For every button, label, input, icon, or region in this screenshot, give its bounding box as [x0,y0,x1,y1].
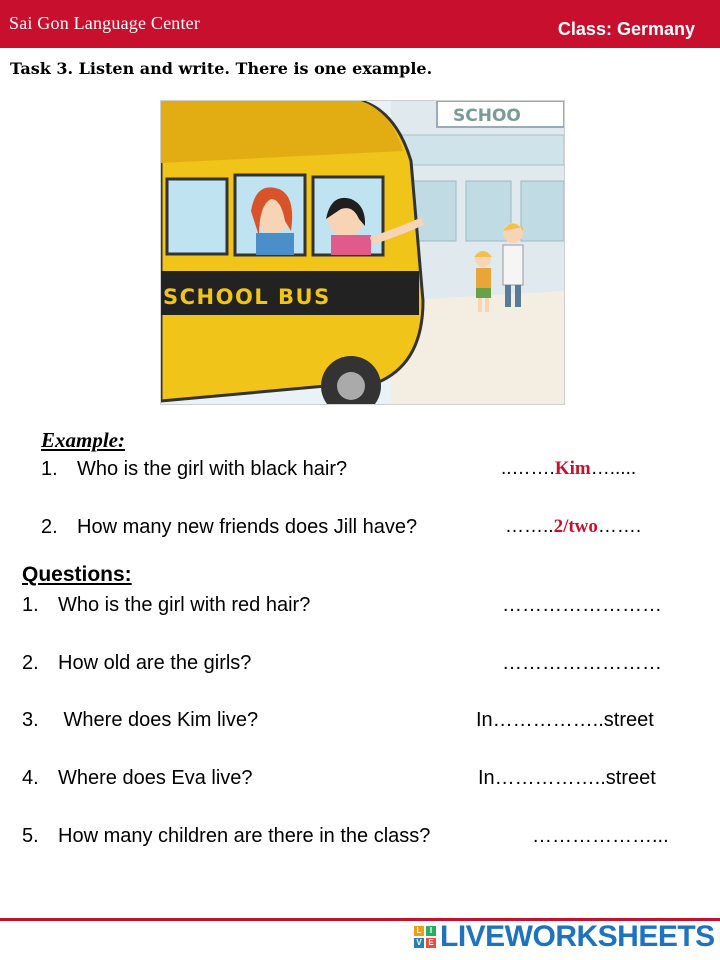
header-divider [0,44,720,48]
answer-blank[interactable]: …………………… [502,594,662,616]
question-number: 1. [22,594,39,616]
example-number: 2. [41,516,58,538]
answer-blank[interactable]: ………………... [532,825,669,847]
center-name: Sai Gon Language Center [9,13,201,33]
answer-blank[interactable]: …………………… [502,652,662,674]
class-label: Class: Germany [557,19,695,39]
logo-grid-icon: L I V E [414,926,436,948]
question-text: How old are the girls? [58,652,252,674]
answer-blank[interactable]: In……………..street [478,767,656,789]
liveworksheets-logo [414,920,715,954]
answer-prefix: ..……. [501,458,555,479]
questions-title: Questions: [22,563,132,586]
question-text: How many children are there in the class? [58,825,431,847]
question-number: 5. [22,825,39,847]
bus-sign: SCHOOL BUS [163,285,331,309]
question-text: Where does Kim live? [58,709,259,731]
question-number: 4. [22,767,39,789]
task-title: Task 3. Listen and write. There is one example. [10,59,433,78]
answer-text: Kim [554,458,591,479]
example-question: How many new friends does Jill have? [77,516,418,538]
example-number: 1. [41,458,58,480]
example-answer [501,458,636,480]
building-sign: SCHOO [453,106,521,126]
question-text[interactable]: Who is the girl with red hair? [58,594,311,616]
example-answer [505,516,641,538]
question-text: Where does Eva live? [58,767,253,789]
question-number: 2. [22,652,39,674]
answer-prefix: …….. [505,516,554,537]
school-bus-picture [160,100,565,405]
answer-text: 2/two [553,516,598,537]
example-title: Example: [41,428,125,452]
answer-suffix: …..... [590,458,637,479]
brand-name: LIVEWORKSHEETS [440,920,715,953]
answer-suffix: ……. [597,516,642,537]
example-question: Who is the girl with black hair? [77,458,348,480]
question-number: 3. [22,709,39,731]
answer-blank[interactable]: In……………..street [476,709,654,731]
